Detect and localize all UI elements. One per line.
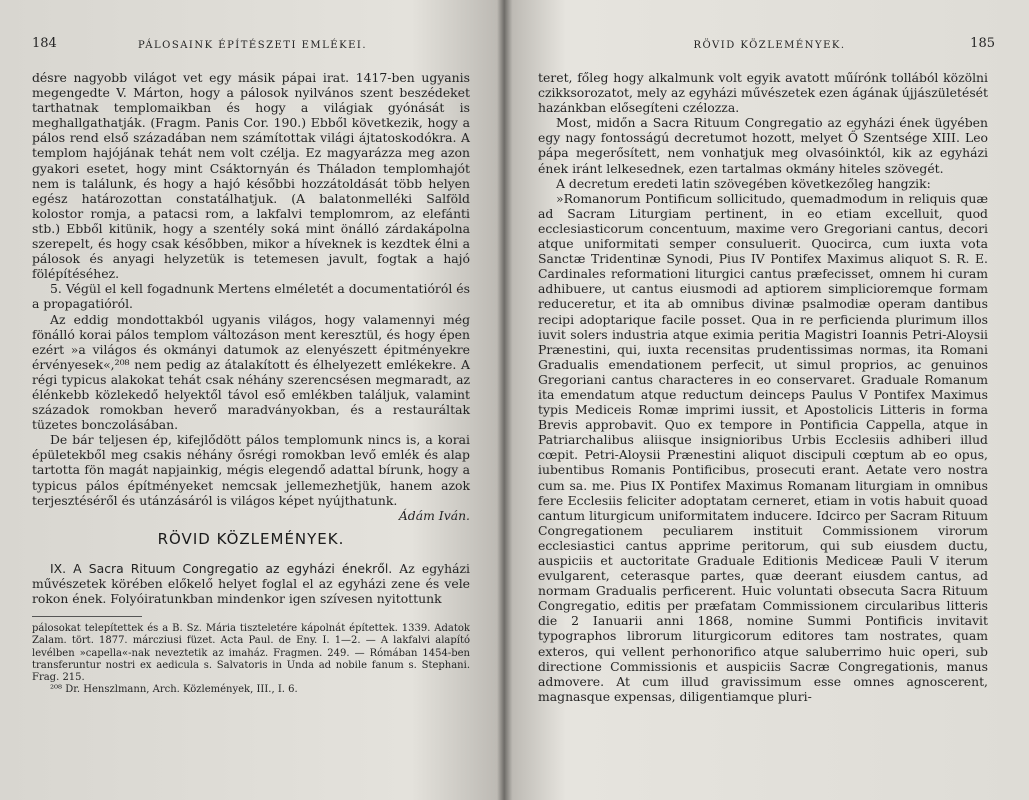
paragraph: 5. Végül el kell fogadnunk Mertens elméletét a documentatióról és a propagatióról. [32, 281, 470, 312]
footnote: ²⁰⁸ Dr. Henszlmann, Arch. Közlemények, III., I. 6. [50, 684, 298, 696]
left-page [0, 0, 505, 800]
footnote-divider [32, 616, 142, 617]
subsection-paragraph [32, 561, 470, 606]
footnotes [32, 623, 470, 696]
section-title: RÖVID KÖZLEMÉNYEK. [157, 529, 345, 548]
paragraph: A decretum eredeti latin szövegében következőleg hangzik: [556, 175, 931, 191]
subsection-heading: IX. A Sacra Rituum Congregatio az egyházi énekről. [50, 560, 393, 576]
paragraph: Az eddig mondottakból ugyanis világos, hogy valamennyi még fönálló korai pálos templom változáson ment keresztül, és hogy épen ezért »a világos és okmányi datumok az elenyészett épitményekre érvényesek«,²⁰⁸ nem pedig az átalakított és élhelyezett emlékekre. A régi typicus alakokat tehát csak néhány szerencsésen megmaradt, az élénkebb közlekedő helyektől távol eső emlékben találjuk, valamint századok romokban heverő maradványokban, és a restauráltak tüzetes bonczolásában. [32, 311, 470, 433]
running-head-left: PÁLOSAINK ÉPÍTÉSZETI EMLÉKEI. [137, 40, 368, 51]
paragraph: teret, főleg hogy alkalmunk volt egyik avatott műírónk tollából közölni czikksorozatot, mely az egyházi művészetek ezen ágának újjászületését hazánkban elősegíteni czélozza. [538, 70, 988, 116]
paragraph-text: De bár teljesen ép, kifejlődött pálos templomunk nincs is, a korai épületekből meg csakis néhány ősrégi romokban levő emlék és alap tartotta fön magát napjainkig, mégis elegendő adattal bírunk, hogy a typicus pálos építményeket nemcsak jellemezhetjük, hanem azok terjesztéséről és utánzásáról is világos képet nyújthatunk. [32, 432, 470, 508]
paragraph: Most, midőn a Sacra Rituum Congregatio az egyházi ének ügyében egy nagy fontosságú decretumot hozott, melyet Ő Szentsége XIII. Leo pápa megerősített, nem vonhatjuk meg olvasóinktól, kik az egyházi ének iránt lelkesednek, ezen tartalmas okmány hiteles szövegét. [538, 115, 988, 176]
footnote: pálosokat telepítettek és a B. Sz. Mária tiszteletére kápolnát építettek. 1339. Adatok Zalam. tört. 1877. márcziusi füzet. Acta Paul. de Eny. I. 1—2. — A lakfalvi alapító levélben »capella«-nak neveztetik az imaház. Fragmen. 249. — Rómában 1454-ben transferuntur nostri ex aedicula s. Salvatoris in Unda ad nobile fanum s. Stephani. Frag. 215. [32, 623, 470, 683]
page-number-right: 185 [970, 36, 995, 51]
paragraph [32, 432, 470, 523]
subsection-text: Az egyházi művészetek körében előkelő helyet foglal el az egyházi zene és vele rokon ének. Folyóiratunkban mindenkor igen szívesen nyitottunk [32, 560, 470, 606]
left-page-body [32, 70, 470, 696]
signature: Ádám Iván. [398, 507, 470, 523]
paragraph: désre nagyobb világot vet egy másik pápai irat. 1417-ben ugyanis megengedte V. Márton, hogy a pálosok nyilvános szent beszédeket tarthatnak templomaikban és hogy a világiak gyónását is meghallgathatják. (Fragm. Panis Cor. 190.) Ebből következik, hogy a pálos rend első századában nem számítottak világi ájtatoskodókra. A templom hajójának tehát nem volt czélja. Ez magyarázza meg azon gyakori esetet, hogy mint Csáktornyán és Tháladon templomhajót nem is találunk, és hogy a hajó későbbi hozzátoldását több helyen egész határozottan constatálhatjuk. (A balatonmelléki Salföld kolostor romja, a patacsi rom, a lakfalvi templomrom, az elefánti stb.) Ebből kitünik, hogy a szentély soká mint önálló zárdakápolna szerepelt, és hogy csak későbben, mikor a híveknek is kezdtek élni a pálosok és anyagi helyzetük is tetemesen javult, fogtak a hajó fölépítéséhez. [32, 70, 470, 282]
running-head-right: RÖVID KÖZLEMÉNYEK. [693, 40, 846, 51]
page-number-left: 184 [32, 36, 57, 51]
right-page [510, 0, 1029, 800]
paragraph: »Romanorum Pontificum sollicitudo, quemadmodum in reliquis quæ ad Sacram Liturgiam pertinent, in eo etiam excelluit, quod ecclesiasticorum concentuum, maxime vero Gregoriani cantus, decori atque uniformitati semper consuluerit. Quocirca, cum iuxta vota Sanctæ Tridentinæ Synodi, Pius IV Pontifex Maximus aliquot S. R. E. Cardinales reformationi liturgici cantus præfecisset, omnem hi curam adhibuere, ut cantus eiusmodi ad aptiorem simplicioremque formam reduceretur, et ita ab omnibus divinæ psalmodiæ operam dantibus recipi adoptarique facile posset. Qua in re perficienda plurimum illos iuvit solers industria atque eximia peritia Magistri Ioannis Petri-Aloysii Prænestini, qui, iuxta recensitas prudentissimas normas, ita Romani Gradualis emendationem perfecit, ut simul proprios, ac genuinos Gregoriani cantus characteres in eo conservaret. Graduale Romanum ita emendatum atque reductum deinceps Paulus V Pontifex Maximus typis Mediceis Romæ imprimi iussit, et Apostolicis Litteris in forma Brevis approbavit. Quo ex tempore in Pontificia Cappella, atque in Patriarchalibus aliisque insignioribus Urbis Ecclesiis adhiberi illud cœpit. Petri-Aloysii Prænestini aliquot discipuli cœptum ab eo opus, iubentibus Romanis Pontificibus, prosecuti erant. Aetate vero nostra cum sa. me. Pius IX Pontifex Maximus Romanam liturgiam in omnibus fere Ecclesiis feliciter adoptatam cerneret, etiam in votis habuit quoad cantum liturgicum uniformitatem inducere. Idcirco per Sacram Rituum Congregationem peculiarem instituit Commissionem virorum ecclesiastici cantus apprime peritorum, qui sub eiusdem ductu, auspiciis et auctoritate Graduale Editionis Mediceæ Pauli V iterum evulgarent, ceterasque partes, quæ deerant eiusdem cantus, ad normam Gradualis perficerent. Huic voluntati obsecuta Sacra Rituum Congregatio, editis per præfatam Commissionem circularibus litteris die 2 Ianuarii anni 1868, nomine Summi Pontificis invitavit typographos librorum liturgicorum editores tam nostrates, quam exteros, qui vellent perhonorifico atque saluberrimo huic operi, sub directione Commissionis et auspiciis Sacræ Congregationis, manus admovere. At cum illud gravissimum esse omnes agnoscerent, magnasque expensas, diligentiamque pluri- [538, 190, 988, 704]
right-page-body [538, 70, 988, 704]
